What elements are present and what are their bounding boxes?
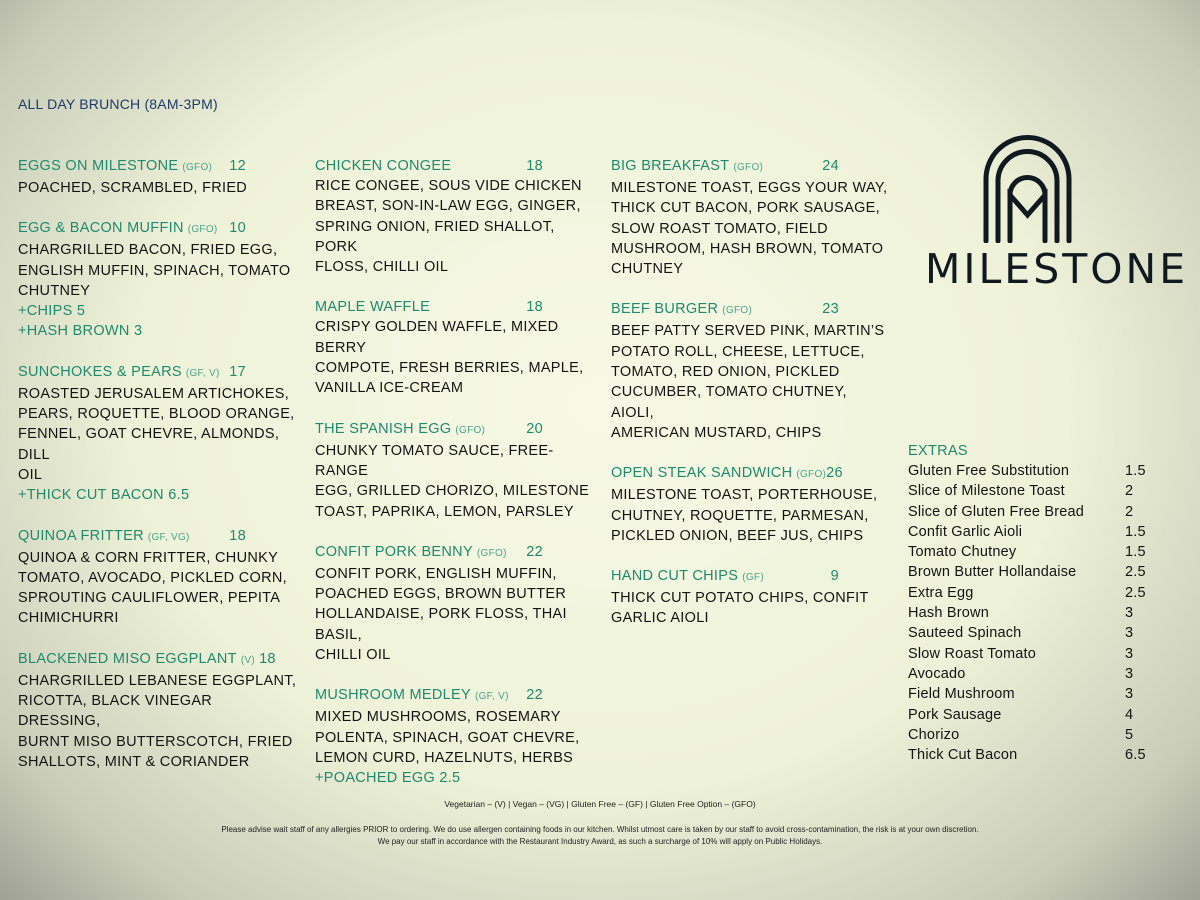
menu-item	[18, 156, 298, 198]
extra-item	[908, 745, 1153, 765]
dietary-tag: (GF, VG)	[147, 531, 190, 543]
extra-item-price: 1.5	[1125, 463, 1146, 479]
dietary-legend: Vegetarian – (V) | Vegan – (VG) | Gluten Free – (GF) | Gluten Free Option – (GFO)	[444, 799, 756, 809]
extra-item-price: 2	[1125, 483, 1134, 500]
menu-item-header	[315, 419, 595, 441]
menu-column-2	[315, 156, 595, 809]
menu-item-header	[611, 463, 891, 485]
menu-item-description-line: LEMON CURD, HAZELNUTS, HERBS	[315, 749, 574, 766]
menu-item-price: 18	[229, 527, 246, 544]
menu-item-name: MAPLE WAFFLE	[315, 299, 431, 316]
menu-column-1	[18, 156, 298, 792]
extra-item	[908, 684, 1153, 704]
menu-item-description-line: ENGLISH MUFFIN, SPINACH, TOMATO	[18, 262, 291, 279]
menu-item-description-line: BURNT MISO BUTTERSCOTCH, FRIED	[18, 733, 293, 750]
extra-item	[908, 583, 1153, 603]
extra-item	[908, 623, 1153, 643]
extra-item	[908, 481, 1153, 501]
extra-item	[908, 502, 1153, 522]
menu-item-header	[315, 297, 595, 317]
extra-item-price: 3	[1125, 686, 1134, 703]
menu-item-price: 22	[526, 687, 543, 704]
menu-item-description-line: CRISPY GOLDEN WAFFLE, MIXED BERRY	[315, 319, 559, 356]
menu-item-header	[611, 566, 891, 588]
menu-item-description-line: FLOSS, CHILLI OIL	[315, 259, 449, 276]
menu-item-price: 23	[822, 301, 839, 318]
dietary-tag: (GF, V)	[185, 367, 220, 379]
menu-item-description-line: SHALLOTS, MINT & CORIANDER	[18, 753, 250, 770]
menu-item-description-line: MUSHROOM, HASH BROWN, TOMATO	[611, 240, 884, 257]
menu-item-price: 17	[229, 363, 246, 380]
menu-item-addon: +CHIPS 5	[18, 303, 86, 320]
menu-item	[18, 362, 298, 506]
menu-item-description-line: POACHED EGGS, BROWN BUTTER	[315, 586, 567, 603]
extra-item-price: 3	[1125, 625, 1134, 642]
menu-item-description-line: SPROUTING CAULIFLOWER, PEPITA	[18, 590, 281, 607]
extra-item-name: Avocado	[908, 665, 966, 682]
menu-item-name: BLACKENED MISO EGGPLANT	[18, 650, 237, 667]
menu-item-header	[315, 542, 595, 564]
menu-item-description-line: BREAST, SON-IN-LAW EGG, GINGER,	[315, 198, 581, 215]
menu-item-description-line: HOLLANDAISE, PORK FLOSS, THAI BASIL,	[315, 606, 567, 643]
menu-item-name: HAND CUT CHIPS	[611, 568, 739, 585]
menu-item-description-line: CHILLI OIL	[315, 647, 391, 664]
menu-item-header	[315, 156, 595, 176]
extra-item	[908, 725, 1153, 745]
menu-item-description-line: POLENTA, SPINACH, GOAT CHEVRE,	[315, 729, 580, 746]
extra-item-name: Tomato Chutney	[908, 544, 1017, 561]
menu-item	[315, 542, 595, 665]
menu-item-description-line: PEARS, ROQUETTE, BLOOD ORANGE,	[18, 406, 295, 423]
dietary-tag: (GFO)	[476, 547, 507, 559]
menu-item	[611, 566, 891, 629]
menu-item-description-line: ROASTED JERUSALEM ARTICHOKES,	[18, 385, 290, 402]
extra-item-price: 4	[1125, 706, 1134, 723]
extra-item-price: 2.5	[1125, 584, 1146, 601]
extra-item	[908, 522, 1153, 542]
menu-item	[315, 685, 595, 788]
dietary-tag: (GFO)	[733, 162, 764, 173]
menu-item-name: EGGS ON MILESTONE	[18, 158, 179, 174]
extra-item-price: 3	[1125, 605, 1134, 622]
dietary-tag: (V)	[240, 654, 256, 666]
menu-item-price: 12	[229, 158, 246, 174]
menu-item-description-line: QUINOA & CORN FRITTER, CHUNKY	[18, 549, 279, 566]
extra-item-name: Pork Sausage	[908, 706, 1002, 723]
menu-item-description-line: POACHED, SCRAMBLED, FRIED	[18, 180, 248, 196]
menu-item-price: 10	[229, 220, 246, 237]
menu-item-price: 20	[526, 420, 543, 437]
menu-item	[315, 297, 595, 398]
menu-item-price: 24	[822, 158, 839, 174]
extra-item-name: Hash Brown	[908, 605, 989, 622]
menu-item-price: 18	[526, 158, 543, 174]
menu-item-price: 26	[826, 465, 843, 482]
footer-notes	[0, 824, 1200, 848]
extra-item-name: Brown Butter Hollandaise	[908, 564, 1077, 581]
menu-item	[315, 419, 595, 522]
extras-list	[908, 461, 1153, 765]
menu-item-price: 18	[259, 650, 276, 667]
menu-item-name: EGG & BACON MUFFIN	[18, 220, 184, 237]
menu-item-price: 18	[526, 299, 543, 316]
extra-item	[908, 542, 1153, 562]
menu-item-description-line: PICKLED ONION, BEEF JUS, CHIPS	[611, 527, 864, 544]
dietary-tag: (GFO)	[796, 469, 827, 481]
extra-item	[908, 562, 1153, 582]
menu-item-description-line: TOMATO, AVOCADO, PICKLED CORN,	[18, 569, 287, 586]
menu-item-header	[611, 156, 891, 178]
extra-item-price: 2.5	[1125, 564, 1146, 581]
menu-item-name: OPEN STEAK SANDWICH	[611, 465, 793, 482]
extra-item	[908, 603, 1153, 623]
menu-item-description-line: FENNEL, GOAT CHEVRE, ALMONDS, DILL	[18, 426, 280, 463]
menu-item-description-line: CUCUMBER, TOMATO CHUTNEY, AIOLI,	[611, 384, 847, 421]
menu-item-description-line: CHUNKY TOMATO SAUCE, FREE-RANGE	[315, 442, 554, 479]
menu-item-description-line: POTATO ROLL, CHEESE, LETTUCE,	[611, 343, 865, 360]
milestone-logo	[925, 133, 1189, 293]
menu-item-name: BIG BREAKFAST	[611, 158, 730, 174]
menu-item-name: CONFIT PORK BENNY	[315, 543, 473, 560]
menu-item-header	[611, 299, 891, 321]
logo-wordmark: MILESTONE	[925, 245, 1189, 293]
extra-item-price: 2	[1125, 503, 1134, 520]
menu-item-description-line: TOMATO, RED ONION, PICKLED	[611, 364, 840, 381]
dietary-tag: (GFO)	[187, 224, 218, 236]
menu-section-title: ALL DAY BRUNCH (8AM-3PM)	[18, 96, 218, 112]
extra-item-name: Gluten Free Substitution	[908, 463, 1070, 479]
menu-item	[18, 649, 298, 772]
menu-item-name: QUINOA FRITTER	[18, 527, 144, 544]
extra-item	[908, 461, 1153, 481]
menu-item	[18, 526, 298, 629]
extras-section	[908, 441, 1153, 765]
extra-item-price: 5	[1125, 726, 1134, 743]
menu-item-description-line: OIL	[18, 466, 43, 483]
menu-item-header	[315, 685, 595, 707]
menu-item-addon: +THICK CUT BACON 6.5	[18, 487, 190, 504]
menu-item-description-line: MILESTONE TOAST, EGGS YOUR WAY,	[611, 180, 888, 196]
extra-item	[908, 664, 1153, 684]
menu-item-description-line: CHARGRILLED BACON, FRIED EGG,	[18, 242, 278, 259]
menu-item-description-line: BEEF PATTY SERVED PINK, MARTIN’S	[611, 323, 885, 340]
menu-item-description-line: MIXED MUSHROOMS, ROSEMARY	[315, 709, 561, 726]
extra-item	[908, 705, 1153, 725]
menu-item-description-line: AMERICAN MUSTARD, CHIPS	[611, 424, 822, 441]
extra-item-name: Confit Garlic Aioli	[908, 523, 1023, 540]
dietary-tag: (GFO)	[182, 162, 213, 173]
menu-item-description-line: CONFIT PORK, ENGLISH MUFFIN,	[315, 565, 557, 582]
menu-column-3	[611, 156, 891, 649]
menu-item-description-line: GARLIC AIOLI	[611, 610, 709, 627]
menu-item-header	[18, 156, 298, 178]
menu-item-description-line: RICE CONGEE, SOUS VIDE CHICKEN	[315, 178, 582, 194]
surcharge-notice: We pay our staff in accordance with the Restaurant Industry Award, as such a surcharge of 10% will apply on Public Holidays.	[377, 837, 823, 846]
dietary-tag: (GF, V)	[474, 691, 509, 703]
extra-item-name: Chorizo	[908, 726, 960, 743]
extra-item-name: Sauteed Spinach	[908, 625, 1022, 642]
menu-item-description-line: SPRING ONION, FRIED SHALLOT, PORK	[315, 218, 555, 255]
extra-item-price: 1.5	[1125, 544, 1146, 561]
menu-item-name: SUNCHOKES & PEARS	[18, 363, 182, 380]
extra-item-name: Slice of Gluten Free Bread	[908, 503, 1085, 520]
menu-item-description-line: COMPOTE, FRESH BERRIES, MAPLE,	[315, 360, 584, 377]
menu-item-description-line: SLOW ROAST TOMATO, FIELD	[611, 220, 828, 237]
menu-item	[18, 218, 298, 341]
menu-item-description-line: THICK CUT BACON, PORK SAUSAGE,	[611, 200, 880, 217]
menu-item-addon: +HASH BROWN 3	[18, 323, 143, 340]
extra-item	[908, 644, 1153, 664]
dietary-tag: (GFO)	[722, 305, 753, 317]
menu-item-addon: +POACHED EGG 2.5	[315, 770, 461, 787]
allergy-notice: Please advise wait staff of any allergies PRIOR to ordering. We do use allergen containing foods in our kitchen. Whilst utmost care is taken by our staff to avoid cross-contamination, the risk is at your own discretion.	[221, 825, 979, 834]
menu-item-name: THE SPANISH EGG	[315, 420, 452, 437]
menu-item	[611, 463, 891, 546]
menu-item-description-line: THICK CUT POTATO CHIPS, CONFIT	[611, 590, 869, 607]
menu-item-header	[18, 649, 298, 671]
menu-item-description-line: VANILLA ICE-CREAM	[315, 380, 464, 397]
milestone-logo-icon	[980, 133, 1075, 243]
menu-item-description-line: TOAST, PAPRIKA, LEMON, PARSLEY	[315, 503, 574, 520]
menu-item-name: CHICKEN CONGEE	[315, 158, 452, 174]
menu-item-header	[18, 362, 298, 384]
menu-item-description-line: RICOTTA, BLACK VINEGAR DRESSING,	[18, 693, 213, 730]
menu-item-price: 22	[526, 543, 543, 560]
menu-item-description-line: CHUTNEY, ROQUETTE, PARMESAN,	[611, 507, 869, 524]
menu-item-header	[18, 218, 298, 240]
extras-title: EXTRAS	[908, 443, 968, 459]
extra-item-price: 3	[1125, 665, 1134, 682]
menu-item-header	[18, 526, 298, 548]
menu-item-description-line: CHUTNEY	[18, 282, 91, 299]
dietary-tag: (GFO)	[455, 424, 486, 436]
extra-item-price: 6.5	[1125, 747, 1146, 764]
menu-item	[611, 299, 891, 443]
extra-item-name: Slow Roast Tomato	[908, 645, 1037, 662]
menu-item-name: MUSHROOM MEDLEY	[315, 687, 471, 704]
extra-item-price: 1.5	[1125, 523, 1146, 540]
menu-item-description-line: CHARGRILLED LEBANESE EGGPLANT,	[18, 672, 297, 689]
menu-item	[315, 156, 595, 277]
menu-item-description-line: CHUTNEY	[611, 261, 684, 278]
menu-item-name: BEEF BURGER	[611, 301, 719, 318]
extra-item-name: Thick Cut Bacon	[908, 747, 1018, 764]
extra-item-name: Slice of Milestone Toast	[908, 483, 1065, 500]
extra-item-price: 3	[1125, 645, 1134, 662]
menu-item-description-line: CHIMICHURRI	[18, 610, 119, 627]
menu-item	[611, 156, 891, 279]
menu-item-price: 9	[830, 568, 839, 585]
dietary-tag: (GF)	[742, 572, 764, 584]
extra-item-name: Extra Egg	[908, 584, 974, 601]
menu-item-description-line: MILESTONE TOAST, PORTERHOUSE,	[611, 487, 878, 504]
extra-item-name: Field Mushroom	[908, 686, 1015, 703]
menu-item-description-line: EGG, GRILLED CHORIZO, MILESTONE	[315, 483, 590, 500]
